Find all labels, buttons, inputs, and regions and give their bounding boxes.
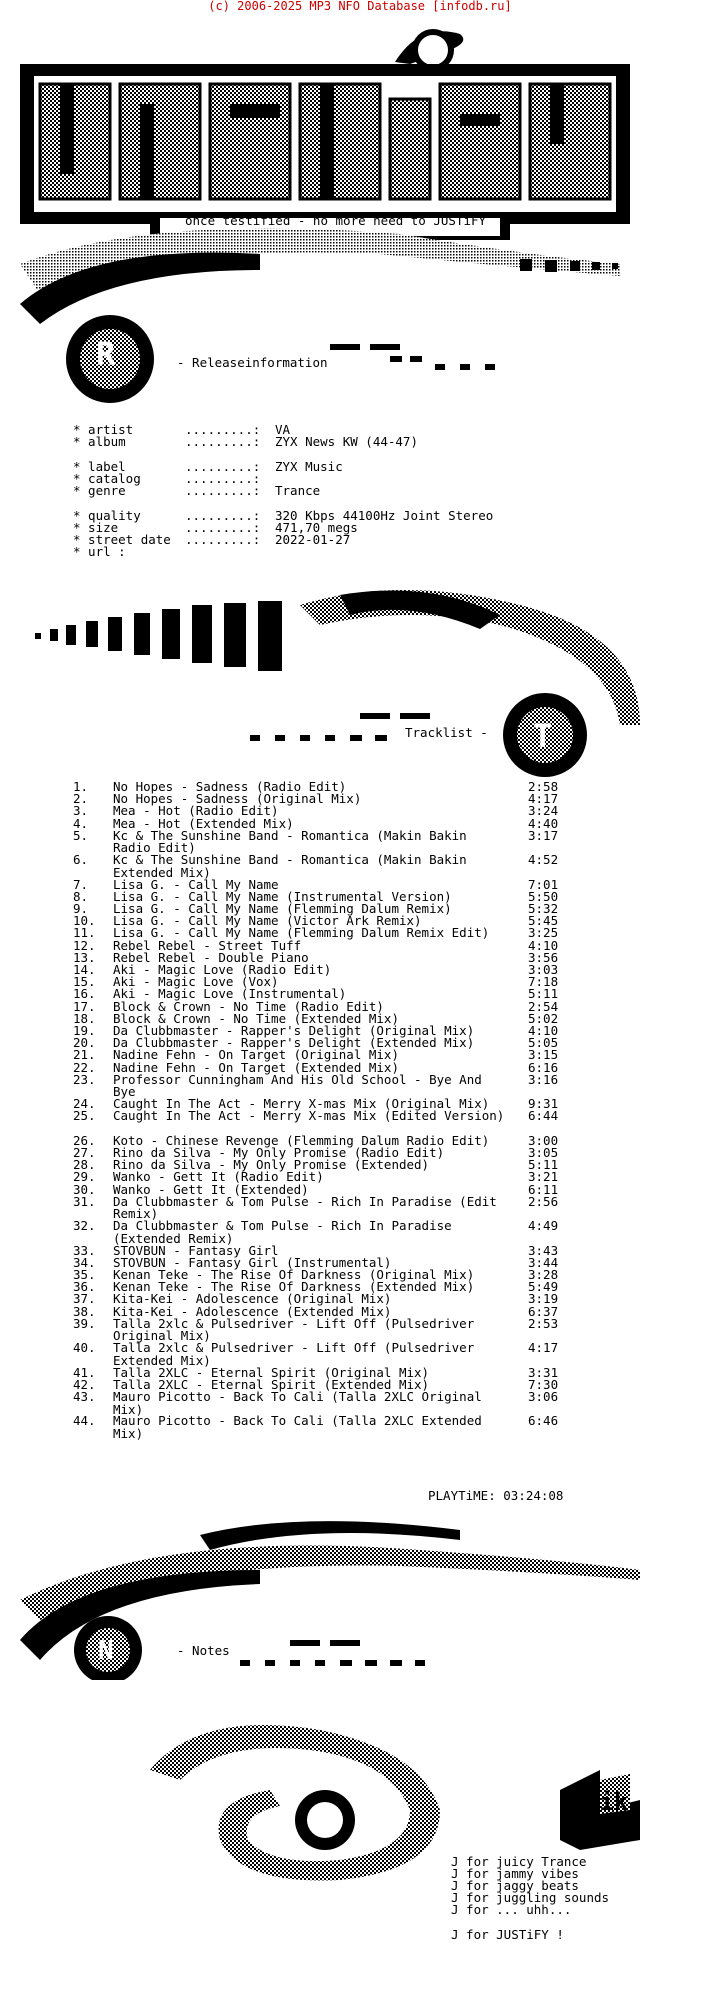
track-number: 11. xyxy=(73,925,96,941)
track-title: Talla 2xlc & Pulsedriver - Lift Off (Pulsedriver Extended Mix) xyxy=(113,1340,475,1368)
section-tracklist: Tracklist - xyxy=(405,725,488,740)
release-row: * label .........: ZYX Music xyxy=(73,459,343,474)
track-number: 7. xyxy=(73,876,89,892)
artist-year: *2o14 xyxy=(600,1829,634,1842)
track-number: 21. xyxy=(73,1047,96,1063)
track-length: 3:44 xyxy=(528,1254,559,1270)
track-length: 3:31 xyxy=(528,1364,559,1380)
track-length: 3:03 xyxy=(528,962,559,977)
track-length: 6:11 xyxy=(528,1181,559,1197)
release-row: * artist .........: VA xyxy=(73,422,291,437)
track-length: 3:56 xyxy=(528,949,559,965)
track-length: 3:15 xyxy=(528,1047,559,1063)
track-number: 6. xyxy=(73,852,89,868)
track-length: 3:06 xyxy=(528,1389,559,1404)
track-title: Kc & The Sunshine Band - Romantica (Makin Bakin Radio Edit) xyxy=(113,827,467,856)
track-number: 35. xyxy=(73,1267,96,1282)
track-number: 31. xyxy=(73,1193,96,1209)
track-title: Nadine Fehn - On Target (Extended Mix) xyxy=(113,1059,399,1075)
track-number: 32. xyxy=(73,1218,96,1234)
track-number: 39. xyxy=(73,1315,96,1331)
track-length: 3:19 xyxy=(528,1291,559,1307)
track-number: 12. xyxy=(73,937,96,953)
track-title: Rino da Silva - My Only Promise (Radio Edit) xyxy=(113,1145,445,1160)
track-title: Lisa G. - Call My Name xyxy=(113,876,279,892)
track-title: Aki - Magic Love (Vox) xyxy=(113,974,279,990)
track-number: 13. xyxy=(73,949,96,965)
track-length: 7:18 xyxy=(528,974,559,990)
track-length: 3:00 xyxy=(528,1132,559,1148)
slogan-line: J for jaggy beats xyxy=(451,1878,579,1893)
release-value: ZYX Music xyxy=(275,459,343,474)
track-length: 5:32 xyxy=(528,901,559,916)
release-row: * url : xyxy=(73,544,126,559)
track-title: Kenan Teke - The Rise Of Darkness (Original Mix) xyxy=(113,1267,475,1282)
track-title: Mea - Hot (Extended Mix) xyxy=(113,815,294,831)
nfo-credit-header: (c) 2006-2025 MP3 NFO Database [infodb.ru] xyxy=(208,0,512,13)
track-title: Mauro Picotto - Back To Cali (Talla 2XLC Original Mix) xyxy=(113,1389,482,1417)
track-number: 2. xyxy=(73,791,89,807)
track-number: 23. xyxy=(73,1071,96,1087)
track-length: 7:30 xyxy=(528,1376,559,1392)
track-number: 10. xyxy=(73,913,96,929)
track-number: 14. xyxy=(73,962,96,977)
track-length: 4:17 xyxy=(528,791,559,807)
track-length: 5:11 xyxy=(528,986,559,1002)
track-title: Talla 2xlc & Pulsedriver - Lift Off (Pulsedriver Original Mix) xyxy=(113,1315,475,1344)
track-number: 44. xyxy=(73,1413,96,1429)
track-length: 6:46 xyxy=(528,1413,559,1429)
track-length: 6:16 xyxy=(528,1059,559,1075)
track-title: Lisa G. - Call My Name (Flemming Dalum Remix Edit) xyxy=(113,925,490,941)
track-number: 22. xyxy=(73,1059,96,1075)
slogan-line: J for juicy Trance xyxy=(451,1854,587,1869)
track-length: 5:50 xyxy=(528,888,559,904)
track-title: Caught In The Act - Merry X-mas Mix (Original Mix) xyxy=(113,1096,490,1112)
track-number: 30. xyxy=(73,1181,96,1197)
track-length: 6:37 xyxy=(528,1303,559,1319)
track-length: 7:01 xyxy=(528,876,559,892)
track-title: Block & Crown - No Time (Radio Edit) xyxy=(113,998,384,1014)
track-length: 3:28 xyxy=(528,1267,559,1282)
release-value: 2022-01-27 xyxy=(275,532,351,547)
track-length: 4:10 xyxy=(528,937,559,953)
release-value: Trance xyxy=(275,483,321,498)
track-title: Talla 2XLC - Eternal Spirit (Original Mix) xyxy=(113,1364,430,1380)
track-title: Wanko - Gett It (Extended) xyxy=(113,1181,309,1197)
track-title: Aki - Magic Love (Radio Edit) xyxy=(113,962,332,977)
track-title: Nadine Fehn - On Target (Original Mix) xyxy=(113,1047,399,1063)
track-length: 2:58 xyxy=(528,779,559,794)
track-title: STOVBUN - Fantasy Girl (Instrumental) xyxy=(113,1254,392,1270)
track-length: 3:05 xyxy=(528,1145,559,1160)
track-title: Lisa G. - Call My Name (Victor Ark Remix) xyxy=(113,913,422,929)
track-number: 34. xyxy=(73,1254,96,1270)
track-length: 5:11 xyxy=(528,1157,559,1173)
release-row: * album .........: ZYX News KW (44-47) xyxy=(73,434,418,449)
track-number: 29. xyxy=(73,1169,96,1185)
track-number: 43. xyxy=(73,1389,96,1404)
track-title: Caught In The Act - Merry X-mas Mix (Edited Version) xyxy=(113,1108,505,1124)
track-length: 3:43 xyxy=(528,1242,559,1258)
track-title: Aki - Magic Love (Instrumental) xyxy=(113,986,347,1002)
track-number: 28. xyxy=(73,1157,96,1173)
track-number: 38. xyxy=(73,1303,96,1319)
track-length: 4:49 xyxy=(528,1218,559,1234)
track-number: 4. xyxy=(73,815,89,831)
track-title: STOVBUN - Fantasy Girl xyxy=(113,1242,279,1258)
track-number: 26. xyxy=(73,1132,96,1148)
track-number: 20. xyxy=(73,1035,96,1051)
track-number: 36. xyxy=(73,1279,96,1295)
track-number: 19. xyxy=(73,1023,96,1038)
logo-letter-n: N xyxy=(98,1636,114,1666)
track-number: 3. xyxy=(73,803,89,819)
track-title: Rebel Rebel - Double Piano xyxy=(113,949,309,965)
track-length: 2:53 xyxy=(528,1315,559,1331)
tracklist-swirl-art xyxy=(0,585,720,790)
track-title: Kita-Kei - Adolescence (Original Mix) xyxy=(113,1291,392,1307)
track-title: Wanko - Gett It (Radio Edit) xyxy=(113,1169,324,1185)
track-length: 2:54 xyxy=(528,998,559,1014)
release-row: * street date .........: 2022-01-27 xyxy=(73,532,351,547)
track-number: 9. xyxy=(73,901,89,916)
release-value: 471,70 megs xyxy=(275,520,358,535)
track-length: 5:49 xyxy=(528,1279,559,1295)
track-title: Koto - Chinese Revenge (Flemming Dalum Radio Edit) xyxy=(113,1132,490,1148)
track-length: 3:17 xyxy=(528,827,559,843)
track-length: 4:10 xyxy=(528,1023,559,1038)
release-row: * size .........: 471,70 megs xyxy=(73,520,358,535)
track-number: 25. xyxy=(73,1108,96,1124)
track-title: Da Clubbmaster & Tom Pulse - Rich In Paradise (Extended Remix) xyxy=(113,1218,452,1246)
track-length: 2:56 xyxy=(528,1193,559,1209)
track-title: Professor Cunningham And His Old School - Bye And Bye xyxy=(113,1071,482,1100)
track-length: 3:25 xyxy=(528,925,559,941)
slogan-line: J for juggling sounds xyxy=(451,1890,610,1905)
track-length: 5:02 xyxy=(528,1010,559,1026)
track-title: Da Clubbmaster & Tom Pulse - Rich In Paradise (Edit Remix) xyxy=(113,1193,497,1222)
logo-tagline: once testified - no more need to JUSTiFY xyxy=(185,213,487,228)
track-number: 18. xyxy=(73,1010,96,1026)
track-title: Lisa G. - Call My Name (Flemming Dalum Remix) xyxy=(113,901,452,916)
track-number: 24. xyxy=(73,1096,96,1112)
release-value: ZYX News KW (44-47) xyxy=(275,434,418,449)
release-row: * catalog .........: xyxy=(73,471,261,486)
release-value: 320 Kbps 44100Hz Joint Stereo xyxy=(275,508,494,523)
track-number: 5. xyxy=(73,827,89,843)
track-number: 42. xyxy=(73,1376,96,1392)
track-number: 41. xyxy=(73,1364,96,1380)
track-length: 3:16 xyxy=(528,1071,559,1087)
slogan-line: J for ... uhh... xyxy=(451,1902,572,1917)
logo-letter-t: T xyxy=(533,717,553,755)
track-number: 37. xyxy=(73,1291,96,1307)
logo-letter-r: R xyxy=(96,335,116,373)
track-title: Rebel Rebel - Street Tuff xyxy=(113,937,302,953)
track-title: Rino da Silva - My Only Promise (Extended) xyxy=(113,1157,430,1173)
track-title: Block & Crown - No Time (Extended Mix) xyxy=(113,1010,399,1026)
track-title: Kita-Kei - Adolescence (Extended Mix) xyxy=(113,1303,392,1319)
track-title: Da Clubbmaster - Rapper's Delight (Extended Mix) xyxy=(113,1035,475,1051)
track-length: 6:44 xyxy=(528,1108,559,1124)
track-length: 9:31 xyxy=(528,1096,559,1112)
artist-signature: Yik xyxy=(585,1788,629,1816)
track-number: 27. xyxy=(73,1145,96,1160)
track-number: 16. xyxy=(73,986,96,1002)
track-title: No Hopes - Sadness (Radio Edit) xyxy=(113,779,347,794)
track-length: 4:40 xyxy=(528,815,559,831)
release-value: VA xyxy=(275,422,291,437)
playtime: PLAYTiME: 03:24:08 xyxy=(428,1488,564,1503)
track-title: Kenan Teke - The Rise Of Darkness (Extended Mix) xyxy=(113,1279,475,1295)
track-length: 4:17 xyxy=(528,1340,559,1356)
track-title: Kc & The Sunshine Band - Romantica (Makin Bakin Extended Mix) xyxy=(113,852,467,880)
track-number: 33. xyxy=(73,1242,96,1258)
track-length: 5:05 xyxy=(528,1035,559,1051)
slogan-line: J for JUSTiFY ! xyxy=(451,1927,564,1942)
track-number: 1. xyxy=(73,779,89,794)
track-title: No Hopes - Sadness (Original Mix) xyxy=(113,791,362,807)
release-row: * quality .........: 320 Kbps 44100Hz Joint Stereo xyxy=(73,508,494,523)
track-number: 8. xyxy=(73,888,89,904)
track-length: 3:24 xyxy=(528,803,559,819)
release-row: * genre .........: Trance xyxy=(73,483,321,498)
track-number: 17. xyxy=(73,998,96,1014)
track-title: Mauro Picotto - Back To Cali (Talla 2XLC Extended Mix) xyxy=(113,1413,482,1441)
track-length: 3:21 xyxy=(528,1169,559,1185)
track-title: Lisa G. - Call My Name (Instrumental Version) xyxy=(113,888,452,904)
track-number: 15. xyxy=(73,974,96,990)
slogan-line: J for jammy vibes xyxy=(451,1866,579,1881)
track-title: Talla 2XLC - Eternal Spirit (Extended Mix) xyxy=(113,1376,430,1392)
section-releaseinformation: - Releaseinformation xyxy=(177,355,328,370)
track-title: Mea - Hot (Radio Edit) xyxy=(113,803,279,819)
track-length: 4:52 xyxy=(528,852,559,868)
track-number: 40. xyxy=(73,1340,96,1356)
section-notes: - Notes xyxy=(177,1643,230,1658)
track-title: Da Clubbmaster - Rapper's Delight (Original Mix) xyxy=(113,1023,475,1038)
track-length: 5:45 xyxy=(528,913,559,929)
